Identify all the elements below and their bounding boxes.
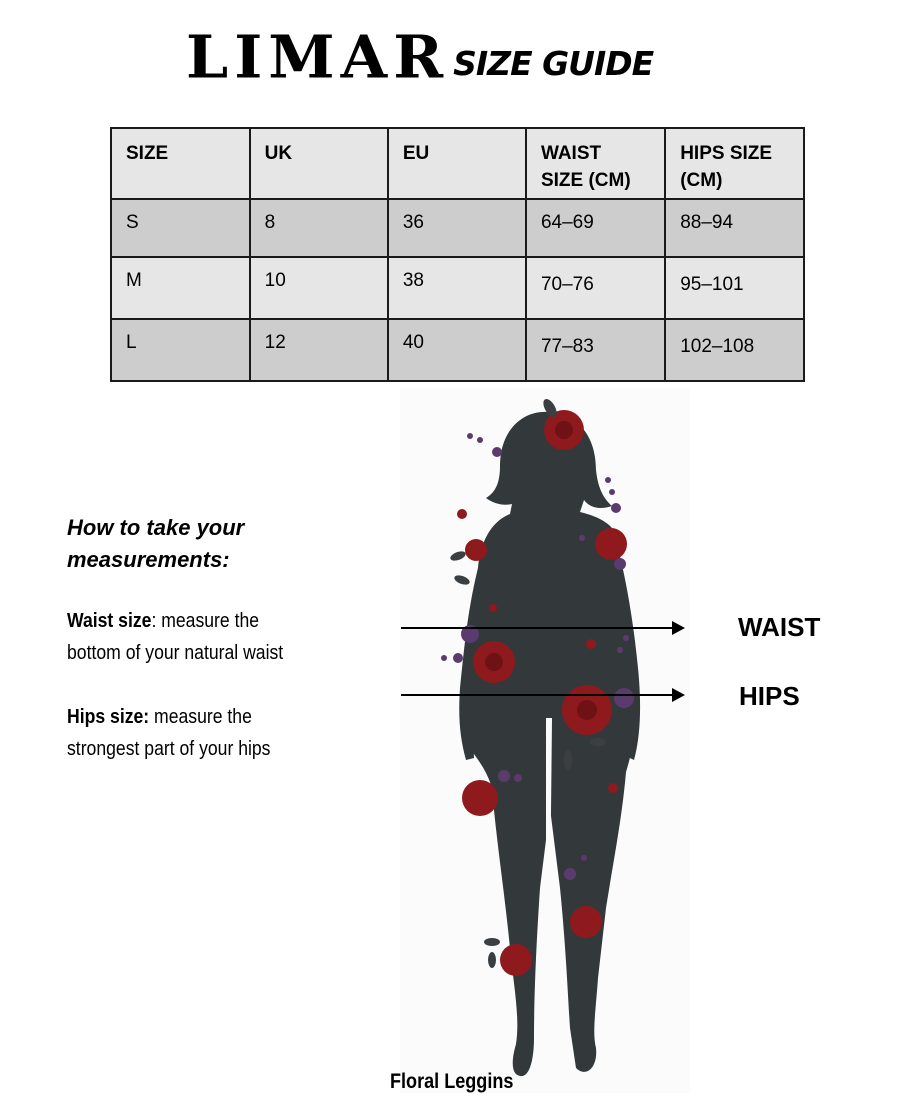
cell-hips: 95–101	[665, 257, 804, 319]
waist-instruction-text-line2: bottom of your natural waist	[67, 642, 284, 664]
header-hips-line1: HIPS SIZE	[680, 143, 773, 164]
hips-instruction-text-line2: strongest part of your hips	[67, 738, 271, 760]
header-waist	[526, 128, 665, 199]
cell-uk: 10	[250, 257, 388, 319]
cell-size: S	[111, 199, 250, 257]
header-hips-line2: (CM)	[680, 170, 723, 191]
size-guide-title: SIZE GUIDE	[453, 44, 654, 83]
cell-eu: 36	[388, 199, 526, 257]
header-uk: UK	[250, 128, 388, 199]
brand-logo: LIMAR	[186, 23, 450, 93]
header-waist-line1: WAIST	[540, 143, 602, 164]
cell-eu: 38	[388, 257, 526, 319]
product-caption: Floral Leggins	[390, 1070, 514, 1093]
header-size: SIZE	[111, 128, 250, 199]
waist-instruction	[67, 605, 283, 669]
cell-waist: 70–76	[526, 257, 665, 319]
hips-arrow-icon	[401, 694, 673, 696]
heading-line1: How to take your	[67, 515, 245, 540]
hips-instruction-text: measure the	[149, 706, 252, 728]
hips-instruction-label: Hips size:	[67, 706, 150, 728]
cell-uk: 12	[250, 319, 388, 381]
waist-instruction-text: : measure the	[151, 610, 260, 632]
waist-arrow-icon	[401, 627, 673, 629]
heading-line2: measurements:	[67, 547, 230, 572]
header-eu: EU	[388, 128, 526, 199]
table-row	[111, 199, 804, 257]
cell-hips: 88–94	[665, 199, 804, 257]
cell-size: M	[111, 257, 250, 319]
cell-hips: 102–108	[665, 319, 804, 381]
floral-silhouette-icon	[400, 388, 690, 1093]
header-hips	[665, 128, 804, 199]
cell-waist: 64–69	[526, 199, 665, 257]
cell-size: L	[111, 319, 250, 381]
waist-instruction-label: Waist size	[67, 610, 152, 632]
cell-eu: 40	[388, 319, 526, 381]
hips-instruction	[67, 701, 270, 765]
cell-uk: 8	[250, 199, 388, 257]
page-title	[186, 23, 654, 93]
header-waist-line2: SIZE (CM)	[540, 170, 631, 191]
size-table	[110, 127, 805, 382]
table-row	[111, 257, 804, 319]
hips-label: HIPS	[739, 681, 800, 711]
cell-waist: 77–83	[526, 319, 665, 381]
waist-label: WAIST	[738, 612, 821, 642]
instructions-heading	[67, 512, 244, 576]
table-header-row	[111, 128, 804, 199]
table-row	[111, 319, 804, 381]
